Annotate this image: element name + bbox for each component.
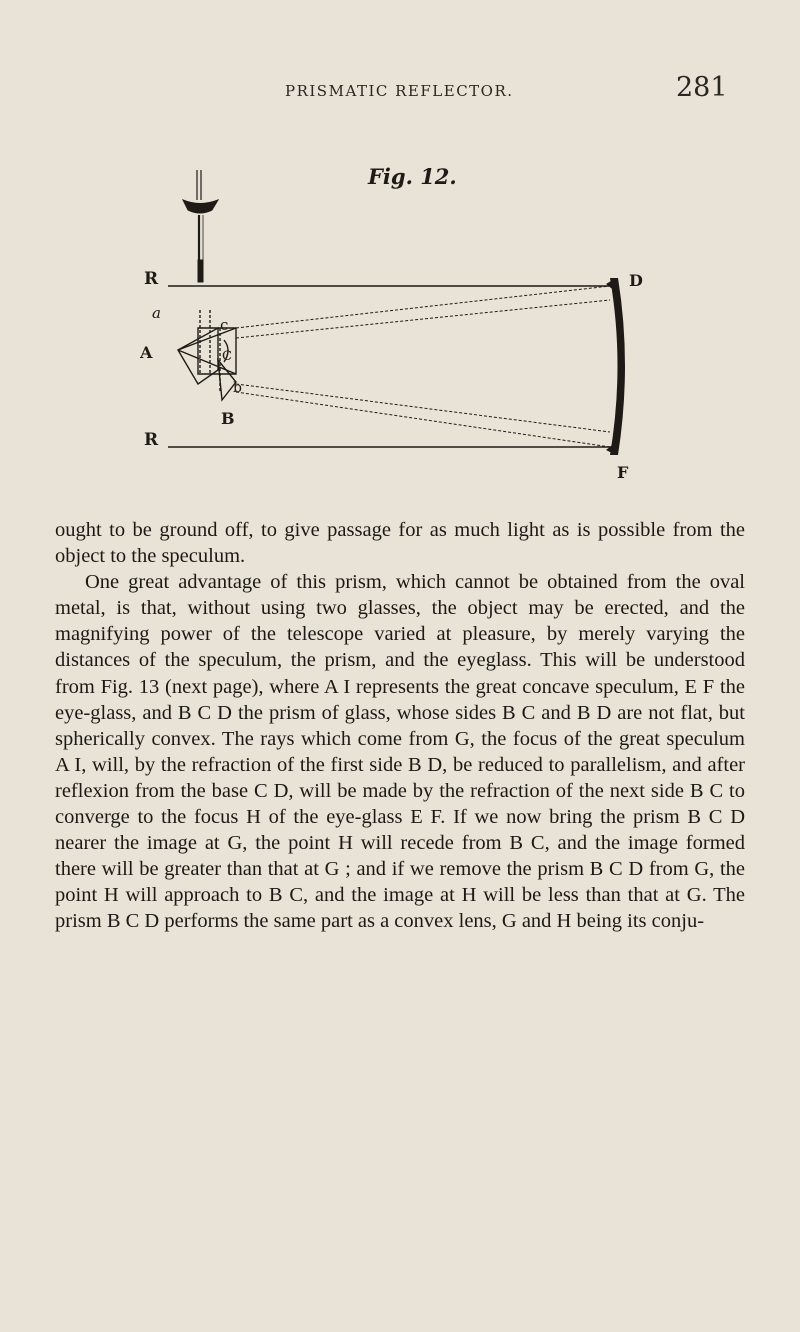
light-rays bbox=[202, 286, 610, 447]
label-c-upper: C bbox=[222, 349, 232, 364]
label-r-top: R bbox=[144, 269, 159, 289]
paragraph-prism-advantage: One great advantage of this prism, which cannot be obtained from the oval metal, is that, without using two glasses, the object may be erected, and the magnifying power of the telescope varied at pleasure, by merely varying the distances of the speculum, the prism, and the eyeglass. This will be understood from Fig. 13 (next page), where A I represents the great concave speculum, E F the eye-glass, and B C D the prism of glass, whose sides B C and B D are not flat, but spherically convex. The rays which come from G, the focus of the great speculum A I, will, by the refraction of the first side B D, be reduced to parallelism, and after reflexion from the base C D, will be made by the refraction of the next side B C to converge to the focus H of the eye-glass E F. If we now bring the prism B C D nearer the image at G, the point H will recede from B C, and the image formed there will be greater than that at G ; and if we remove the prism B C D from G, the point H will approach to B C, and the image at H will be less than that at G. The prism B C D performs the same part as a convex lens, G and H being its conju- bbox=[55, 571, 745, 933]
label-f: F bbox=[617, 463, 629, 482]
prismatic-reflector-diagram bbox=[140, 160, 660, 500]
label-b-lower: b bbox=[233, 380, 242, 396]
label-c-lower: c bbox=[220, 316, 229, 334]
body-text bbox=[55, 517, 745, 935]
label-r-bottom: R bbox=[144, 430, 159, 450]
label-b-upper: B bbox=[221, 409, 235, 428]
figure-caption: Fig. 12. bbox=[368, 164, 457, 189]
label-d: D bbox=[629, 271, 643, 290]
eyepiece-lens bbox=[183, 200, 218, 213]
label-a-upper: A bbox=[140, 343, 153, 362]
eyepiece-assembly bbox=[183, 170, 218, 282]
label-a-lower: a bbox=[152, 304, 161, 322]
running-head: PRISMATIC REFLECTOR. bbox=[285, 82, 514, 100]
page-number: 281 bbox=[676, 72, 728, 103]
paragraph-continuation: ought to be ground off, to give passage for as much light as is possible from the object to the speculum. bbox=[55, 519, 745, 568]
concave-speculum bbox=[610, 278, 625, 455]
figure-12 bbox=[140, 160, 660, 500]
